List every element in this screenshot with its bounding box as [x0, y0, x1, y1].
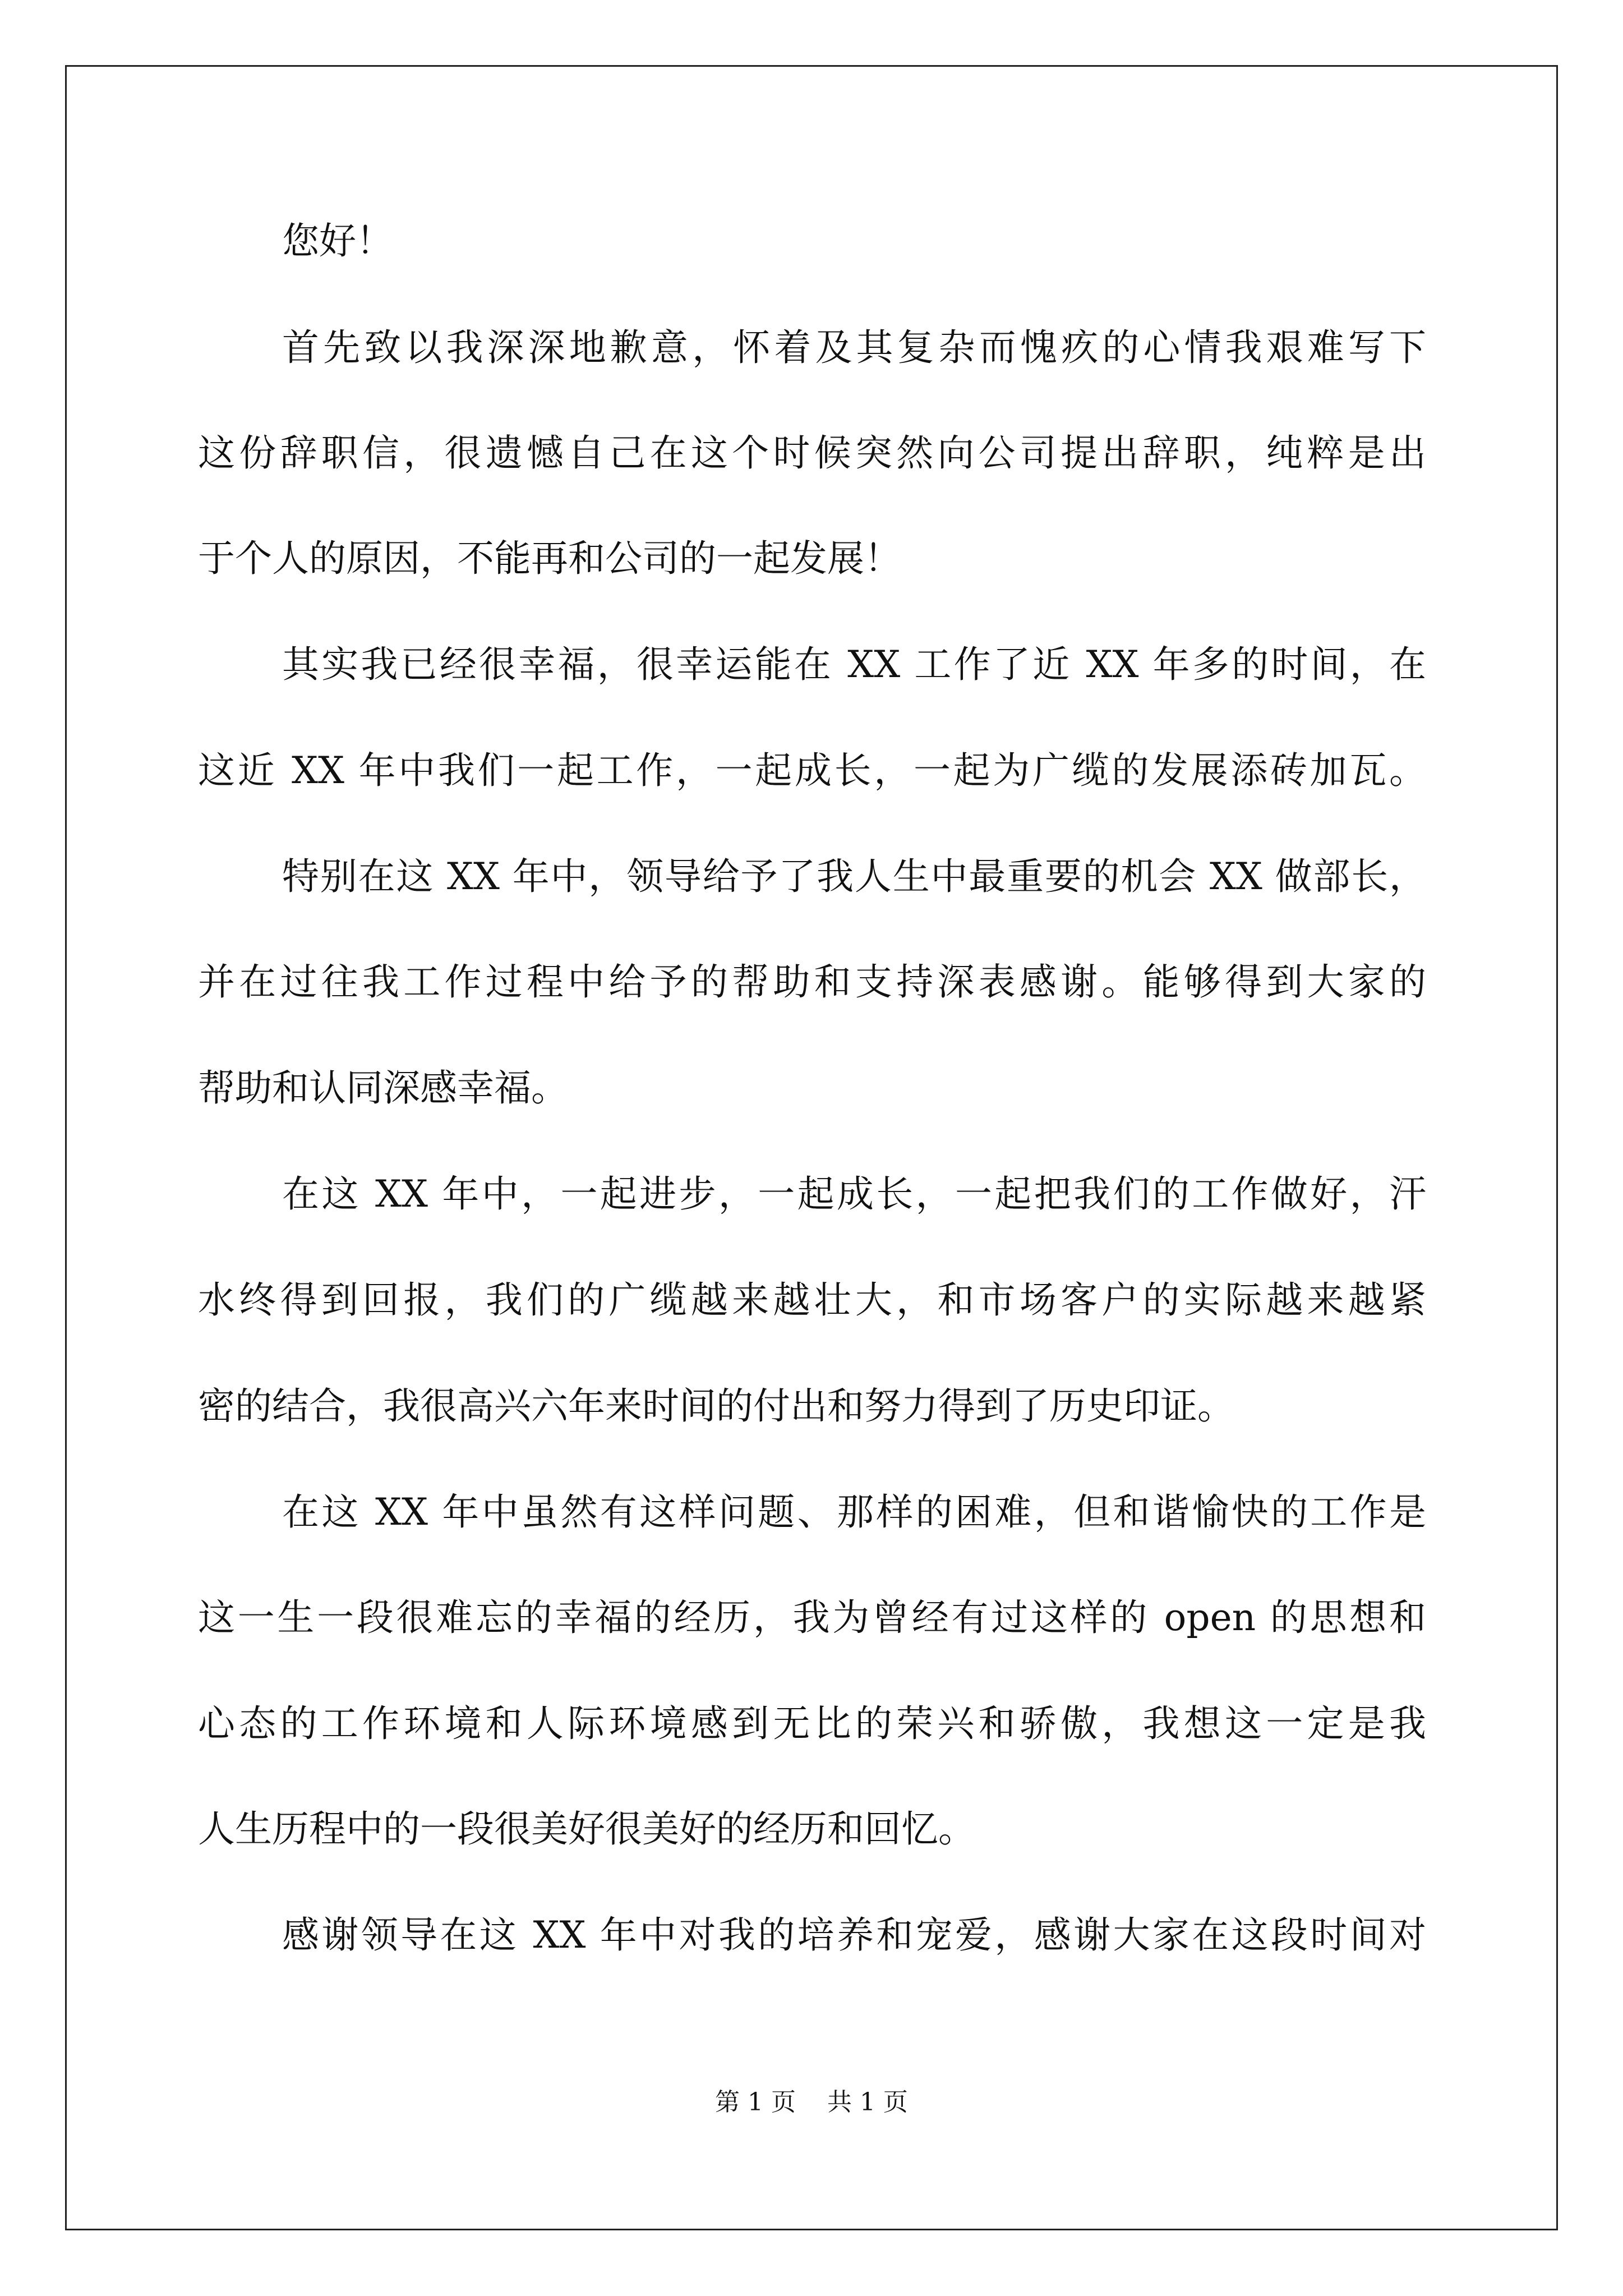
- paragraph-line: 在这 XX 年中虽然有这样问题、那样的困难，但和谐愉快的工作是: [282, 1490, 1426, 1534]
- paragraph-line: 这一生一段很难忘的幸福的经历，我为曾经有过这样的 open 的思想和: [198, 1596, 1426, 1639]
- paragraph-line: 水终得到回报，我们的广缆越来越壮大，和市场客户的实际越来越紧: [198, 1278, 1426, 1322]
- paragraph-line: 人生历程中的一段很美好很美好的经历和回忆。: [198, 1807, 975, 1851]
- greeting-line: 您好！: [282, 219, 393, 263]
- paragraph-line: 帮助和认同深感幸福。: [198, 1066, 568, 1110]
- paragraph-line: 心态的工作环境和人际环境感到无比的荣兴和骄傲，我想这一定是我: [198, 1702, 1426, 1745]
- paragraph-line: 这近 XX 年中我们一起工作，一起成长，一起为广缆的发展添砖加瓦。: [198, 749, 1426, 792]
- page-border: [65, 65, 1558, 2230]
- paragraph-line: 特别在这 XX 年中，领导给予了我人生中最重要的机会 XX 做部长，: [282, 855, 1426, 898]
- paragraph-line: 首先致以我深深地歉意，怀着及其复杂而愧疚的心情我艰难写下: [282, 326, 1426, 369]
- paragraph-line: 于个人的原因，不能再和公司的一起发展！: [198, 537, 901, 580]
- paragraph-line: 感谢领导在这 XX 年中对我的培养和宠爱，感谢大家在这段时间对: [282, 1913, 1426, 1957]
- paragraph-line: 在这 XX 年中，一起进步，一起成长，一起把我们的工作做好，汗: [282, 1172, 1426, 1216]
- paragraph-line: 并在过往我工作过程中给予的帮助和支持深表感谢。能够得到大家的: [198, 960, 1426, 1004]
- paragraph-line: 其实我已经很幸福，很幸运能在 XX 工作了近 XX 年多的时间，在: [282, 643, 1426, 686]
- page-number-footer: 第 1 页 共 1 页: [715, 2088, 908, 2116]
- paragraph-line: 这份辞职信，很遗憾自己在这个时候突然向公司提出辞职，纯粹是出: [198, 431, 1426, 475]
- paragraph-line: 密的结合，我很高兴六年来时间的付出和努力得到了历史印证。: [198, 1384, 1234, 1428]
